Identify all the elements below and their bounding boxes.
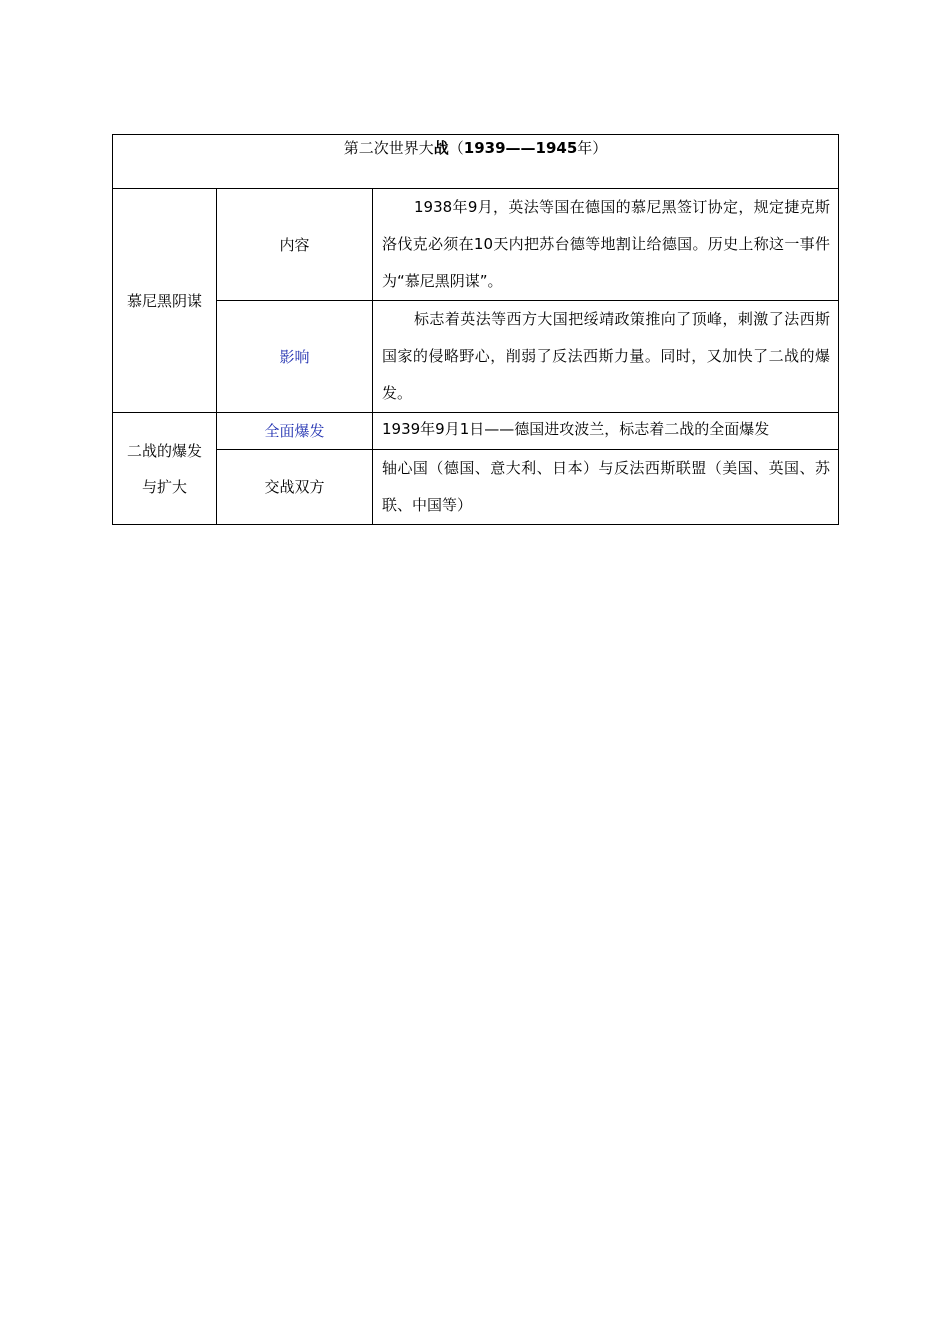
title-years: 1939——1945 bbox=[463, 139, 578, 157]
label-impact: 影响 bbox=[217, 301, 373, 413]
title-bold-char: 战 bbox=[433, 139, 449, 157]
ww2-summary-table bbox=[112, 134, 839, 525]
text-content: 1938年9月，英法等国在德国的慕尼黑签订协定，规定捷克斯洛伐克必须在10天内把苏台德等地割让给德国。历史上称这一事件为“慕尼黑阴谋”。 bbox=[373, 189, 839, 301]
table-row bbox=[113, 301, 839, 413]
title-paren: （ bbox=[448, 139, 464, 157]
label-belligerents: 交战双方 bbox=[217, 450, 373, 525]
text-impact: 标志着英法等西方大国把绥靖政策推向了顶峰，刺激了法西斯国家的侵略野心，削弱了反法西斯力量。同时，又加快了二战的爆发。 bbox=[373, 301, 839, 413]
category-munich: 慕尼黑阴谋 bbox=[113, 189, 217, 413]
category-outbreak-line2: 与扩大 bbox=[141, 477, 187, 496]
text-full-outbreak: 1939年9月1日——德国进攻波兰，标志着二战的全面爆发 bbox=[373, 413, 839, 450]
title-suffix: 年） bbox=[577, 139, 608, 157]
label-full-outbreak: 全面爆发 bbox=[217, 413, 373, 450]
table-row bbox=[113, 450, 839, 525]
label-content: 内容 bbox=[217, 189, 373, 301]
category-outbreak bbox=[113, 413, 217, 525]
table-row bbox=[113, 189, 839, 301]
title-prefix: 第二次世界大 bbox=[343, 139, 434, 157]
table-title bbox=[113, 135, 839, 189]
text-belligerents: 轴心国（德国、意大利、日本）与反法西斯联盟（美国、英国、苏联、中国等） bbox=[373, 450, 839, 525]
category-outbreak-line1: 二战的爆发 bbox=[126, 441, 202, 460]
table-title-row bbox=[113, 135, 839, 189]
table-row bbox=[113, 413, 839, 450]
